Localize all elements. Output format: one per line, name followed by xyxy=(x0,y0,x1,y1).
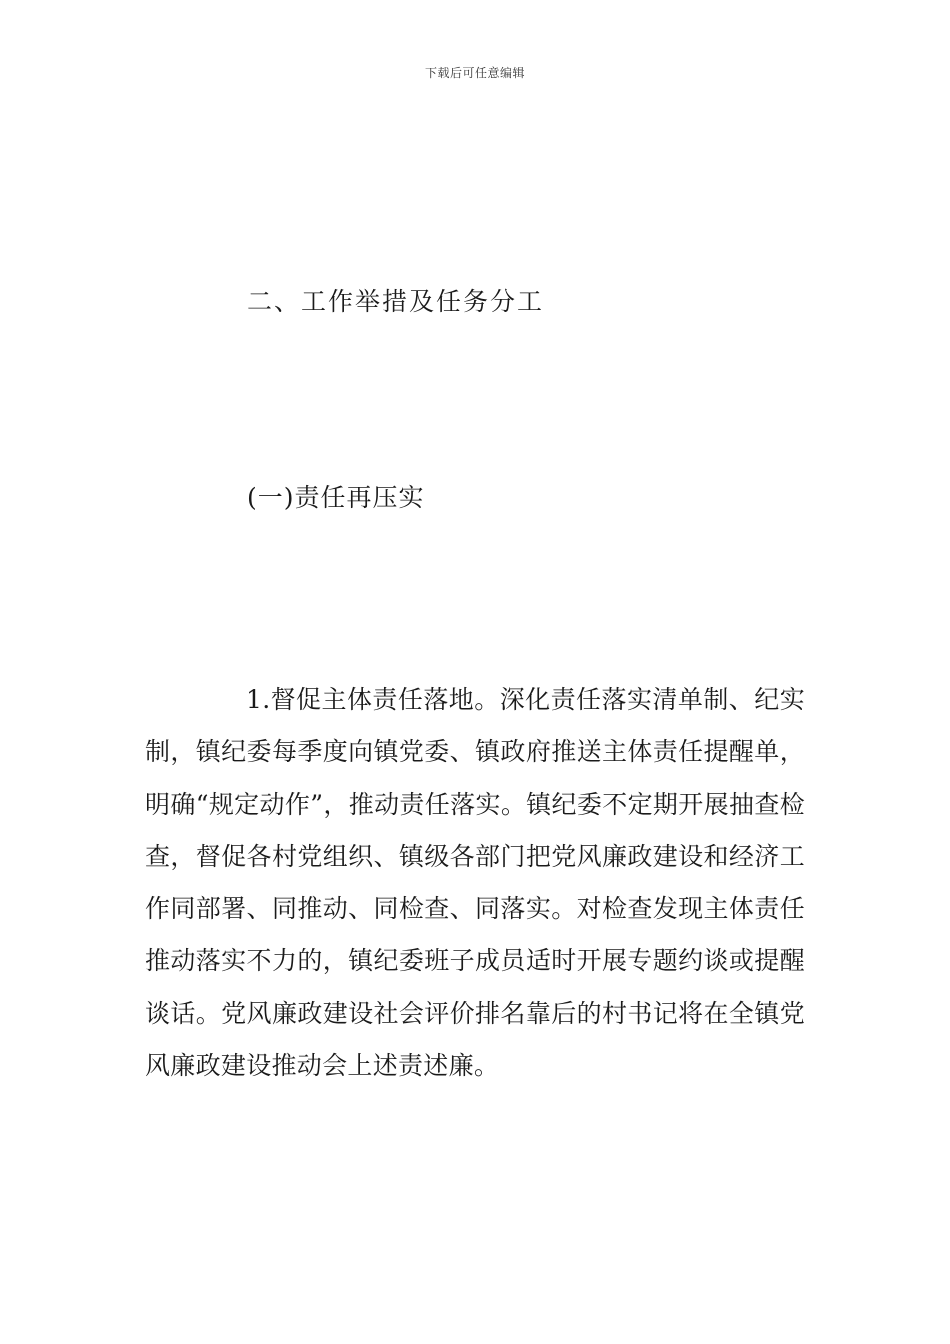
section-heading: 二、工作举措及任务分工 xyxy=(247,287,545,316)
header-note: 下载后可任意编辑 xyxy=(424,66,525,80)
sub-heading: (一)责任再压实 xyxy=(247,483,425,512)
body-paragraph: 1.督促主体责任落地。深化责任落实清单制、纪实制，镇纪委每季度向镇党委、镇政府推送主体责任提醒单，明确“规定动作”，推动责任落实。镇纪委不定期开展抽查检查，督促各村党组织、镇级各部门把党风廉政建设和经济工作同部署、同推动、同检查、同落实。对检查发现主体责任推动落实不力的，镇纪委班子成员适时开展专题约谈或提醒谈话。党风廉政建设社会评价排名靠后的村书记将在全镇党风廉政建设推动会上述责述廉。 xyxy=(145,685,805,1081)
